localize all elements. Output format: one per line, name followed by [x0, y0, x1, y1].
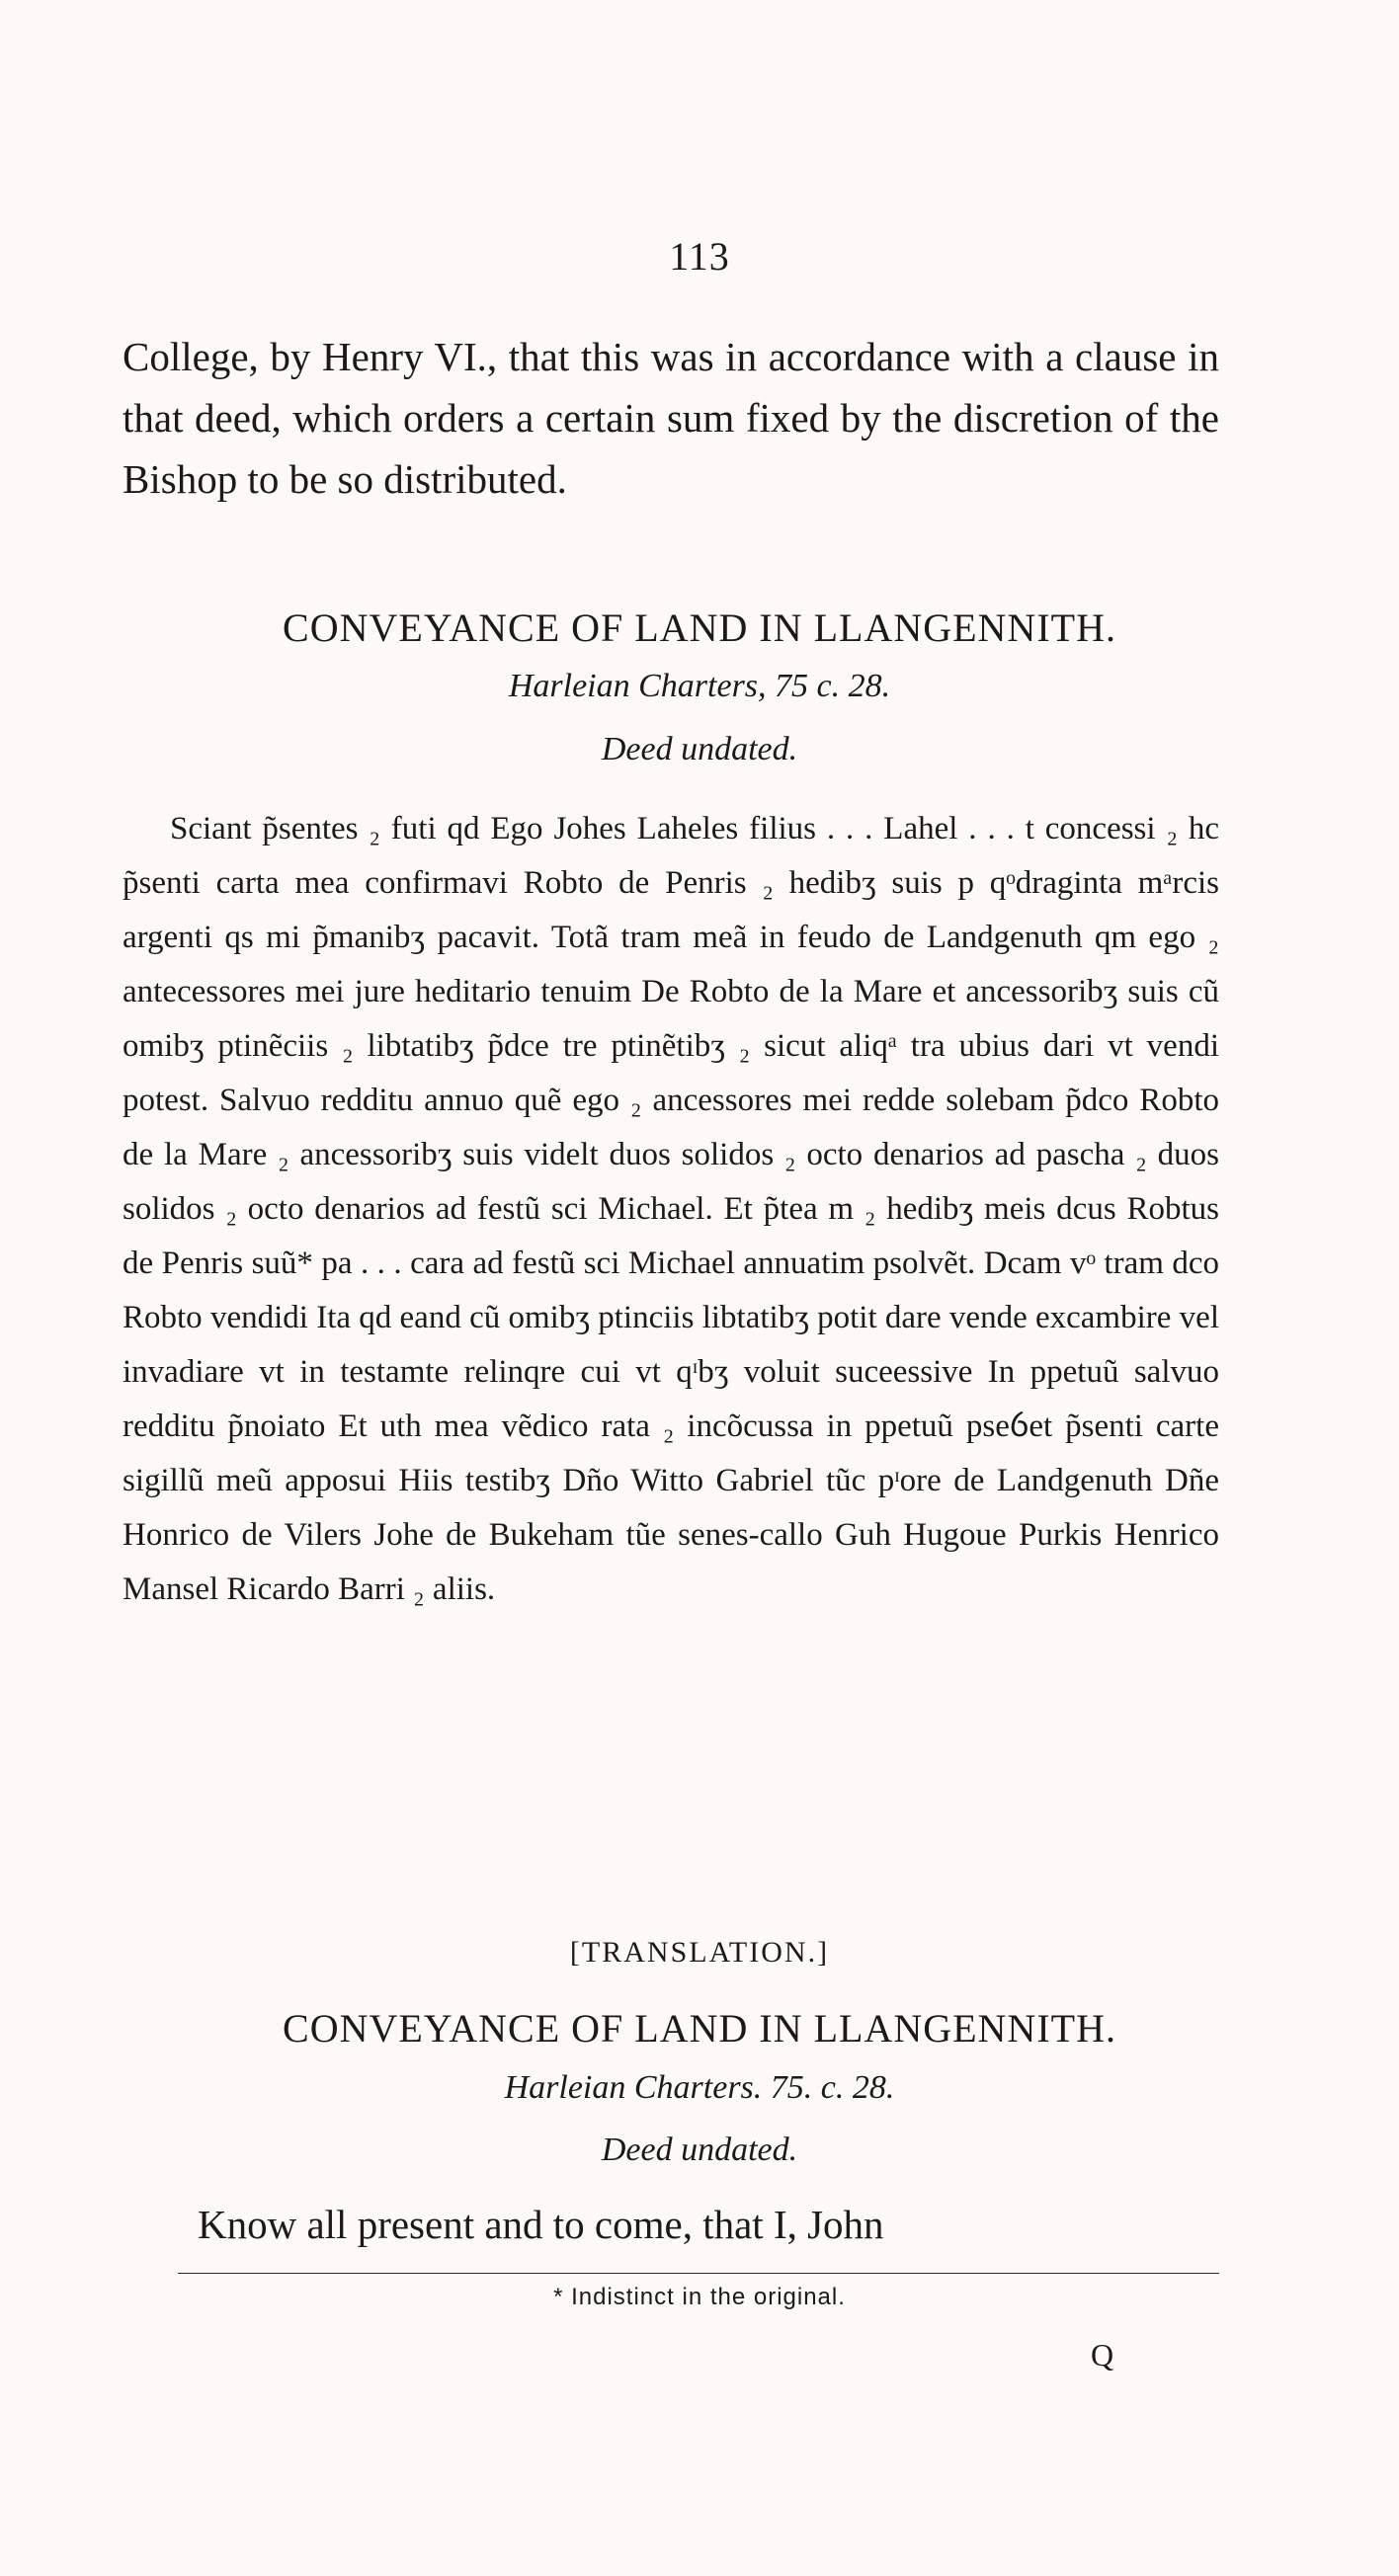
translation-source-citation: Harleian Charters. 75. c. 28.	[504, 2069, 895, 2106]
translation-heading: CONVEYANCE OF LAND IN LLANGENNITH.	[283, 2006, 1116, 2051]
footnote-divider	[178, 2273, 1219, 2274]
translation-bracket-title: [TRANSLATION.]	[569, 1936, 830, 1969]
translation-date-note: Deed undated.	[601, 2132, 798, 2168]
translation-opening-line: Know all present and to come, that I, John	[198, 2202, 884, 2247]
footnote: * Indistinct in the original.	[553, 2284, 846, 2310]
latin-charter-text	[123, 802, 1219, 1617]
page-number: 113	[669, 234, 730, 279]
original-date-note: Deed undated.	[601, 731, 798, 767]
original-source-citation: Harleian Charters, 75 c. 28.	[508, 668, 891, 704]
latin-charter-paragraph: Sciant p̃sentes ₂ futi qd Ego Johes Laheles filius . . . Lahel . . . t concessi ₂ hc p̃senti carta mea confirmavi Robto de Penris ₂ hedibʒ suis p qᵒdraginta mᵃrcis argenti qs mi p̃manibʒ pacavit. Totã tram meã in feudo de Landgenuth qm ego ₂ antecessores mei jure heditario tenuim De Robto de la Mare et ancessoribʒ suis cũ omibʒ ptinẽciis ₂ libtatibʒ p̃dce tre ptinẽtibʒ ₂ sicut aliqᵃ tra ubius dari vt vendi potest. Salvuo redditu annuo quẽ ego ₂ ancessores mei redde solebam p̃dco Robto de la Mare ₂ ancessoribʒ suis videlt duos solidos ₂ octo denarios ad pascha ₂ duos solidos ₂ octo denarios ad festũ sci Michael. Et p̃tea m ₂ hedibʒ meis dcus Robtus de Penris suũ* pa . . . cara ad festũ sci Michael annuatim psolvẽt. Dcam vᵒ tram dco Robto vendidi Ita qd eand cũ omibʒ ptinciis libtatibʒ potit dare vende excambire vel invadiare vt in testamte relinqre cui vt qᶦbʒ voluit suceessive In ppetuũ salvuo redditu p̃noiato Et uth mea vẽdico rata ₂ incõcussa in ppetuũ pseỽet p̃senti carte sigillũ meũ apposui Hiis testibʒ Dño Witto Gabriel tũc pᶦore de Landgenuth Dñe Honrico de Vilers Johe de Bukeham tũe senes-callo Guh Hugoue Purkis Henrico Mansel Ricardo Barri ₂ aliis.	[123, 811, 1219, 1607]
intro-paragraph: College, by Henry VI., that this was in accordance with a clause in that deed, which orders a certain sum fixed by the discretion of the Bishop to be so distributed.	[123, 334, 1219, 502]
original-heading: CONVEYANCE OF LAND IN LLANGENNITH.	[283, 605, 1116, 650]
signature-mark: Q	[1091, 2337, 1114, 2373]
